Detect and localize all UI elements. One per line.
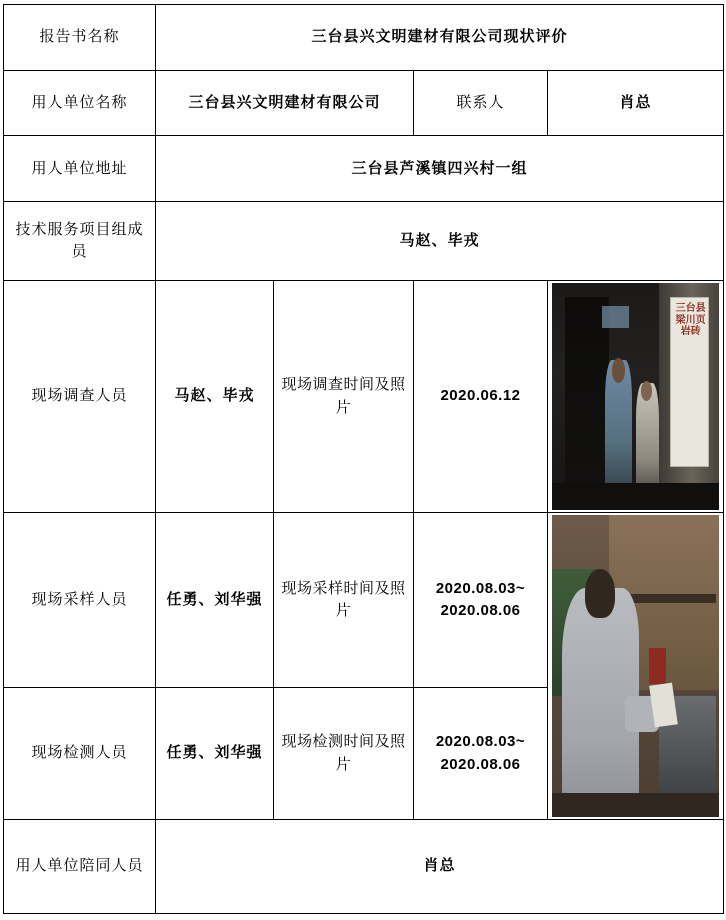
photo-floor (552, 483, 719, 510)
site-survey-label: 现场调查人员 (4, 280, 156, 512)
site-testing-label: 现场检测人员 (4, 688, 156, 819)
site-survey-date: 2020.06.12 (414, 280, 548, 512)
site-sampling-personnel: 任勇、刘华强 (156, 513, 274, 688)
contact-person-value: 肖总 (548, 70, 724, 136)
table-row (4, 280, 724, 512)
site-testing-date-end: 2020.08.06 (440, 755, 521, 773)
employer-name-label: 用人单位名称 (4, 70, 156, 136)
accompanying-personnel-value: 肖总 (156, 819, 724, 913)
employer-name-value: 三台县兴文明建材有限公司 (156, 70, 414, 136)
employer-address-label: 用人单位地址 (4, 136, 156, 202)
site-testing-date (414, 688, 548, 819)
site-sampling-date-start: 2020.08.03~ (435, 579, 526, 597)
site-sampling-label: 现场采样人员 (4, 513, 156, 688)
photo-person-right-head (641, 381, 653, 401)
accompanying-personnel-label: 用人单位陪同人员 (4, 819, 156, 913)
site-survey-time-label: 现场调查时间及照片 (274, 280, 414, 512)
site-testing-personnel: 任勇、刘华强 (156, 688, 274, 819)
site-sampling-date (414, 513, 548, 688)
photo-worker-head (585, 569, 615, 617)
site-sampling-photo (552, 515, 719, 817)
table-row (4, 5, 724, 71)
table-row (4, 819, 724, 913)
site-testing-time-label: 现场检测时间及照片 (274, 688, 414, 819)
site-testing-date-start: 2020.08.03~ (435, 733, 526, 751)
photo-sign (602, 306, 629, 329)
project-team-label: 技术服务项目组成员 (4, 202, 156, 281)
photo-floor (552, 793, 719, 817)
site-sampling-photo-cell (548, 513, 724, 820)
site-sampling-time-label: 现场采样时间及照片 (274, 513, 414, 688)
table-row (4, 513, 724, 688)
project-team-value: 马赵、毕戎 (156, 202, 724, 281)
photo-red-object (649, 648, 666, 684)
report-info-table (3, 4, 724, 914)
table-row (4, 136, 724, 202)
table-row (4, 202, 724, 281)
report-name-label: 报告书名称 (4, 5, 156, 71)
site-sampling-date-end: 2020.08.06 (440, 602, 521, 620)
employer-address-value: 三台县芦溪镇四兴村一组 (156, 136, 724, 202)
site-survey-personnel: 马赵、毕戎 (156, 280, 274, 512)
table-row (4, 70, 724, 136)
contact-person-label: 联系人 (414, 70, 548, 136)
site-survey-photo-cell (548, 280, 724, 512)
site-survey-photo (552, 283, 719, 510)
photo-banner-text: 三台县梁川页岩砖 (675, 303, 706, 338)
report-name-value: 三台县兴文明建材有限公司现状评价 (156, 5, 724, 71)
